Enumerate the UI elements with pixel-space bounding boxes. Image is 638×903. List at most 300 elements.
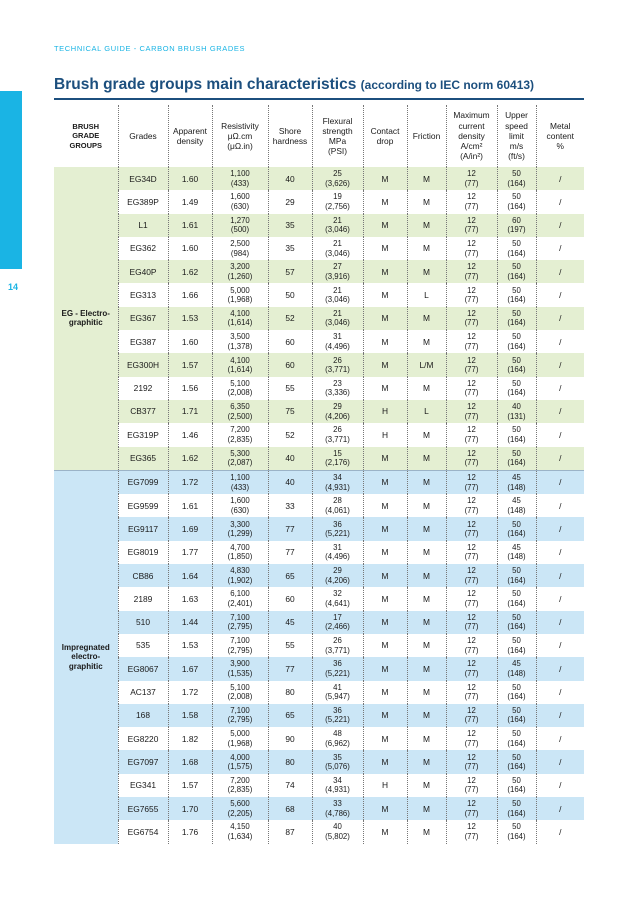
cell-speed: 45 (148) xyxy=(497,657,536,680)
cell-res: 4,100 (1,614) xyxy=(212,353,268,376)
table-row xyxy=(54,634,584,657)
cell-friction: M xyxy=(407,307,446,330)
table-row xyxy=(54,494,584,517)
cell-contact: M xyxy=(363,750,407,773)
cell-density: 1.71 xyxy=(168,400,212,423)
cell-res: 5,000 (1,968) xyxy=(212,727,268,750)
cell-grade: EG8019 xyxy=(118,541,168,564)
table-row xyxy=(54,611,584,634)
col-friction: Friction xyxy=(407,105,446,167)
cell-grade: 535 xyxy=(118,634,168,657)
cell-hard: 65 xyxy=(268,564,312,587)
cell-res: 7,200 (2,835) xyxy=(212,423,268,446)
cell-contact: M xyxy=(363,611,407,634)
table-row xyxy=(54,797,584,820)
cell-density: 1.58 xyxy=(168,704,212,727)
cell-contact: H xyxy=(363,400,407,423)
cell-friction: M xyxy=(407,634,446,657)
cell-speed: 45 (148) xyxy=(497,470,536,494)
cell-contact: M xyxy=(363,517,407,540)
cell-grade: EG7097 xyxy=(118,750,168,773)
cell-friction: M xyxy=(407,260,446,283)
cell-flex: 31 (4,496) xyxy=(312,541,363,564)
cell-cur: 12 (77) xyxy=(446,447,497,471)
cell-friction: M xyxy=(407,541,446,564)
cell-contact: M xyxy=(363,564,407,587)
cell-flex: 33 (4,786) xyxy=(312,797,363,820)
cell-friction: M xyxy=(407,657,446,680)
cell-res: 7,100 (2,795) xyxy=(212,634,268,657)
cell-density: 1.68 xyxy=(168,750,212,773)
cell-grade: EG300H xyxy=(118,353,168,376)
cell-grade: EG367 xyxy=(118,307,168,330)
cell-density: 1.64 xyxy=(168,564,212,587)
cell-res: 1,600 (630) xyxy=(212,494,268,517)
cell-res: 3,900 (1,535) xyxy=(212,657,268,680)
col-current-density: Maximum current density A/cm² (A/in²) xyxy=(446,105,497,167)
title-subtitle: (according to IEC norm 60413) xyxy=(360,78,535,92)
title-main: Brush grade groups main characteristics xyxy=(54,76,357,93)
cell-cur: 12 (77) xyxy=(446,587,497,610)
col-speed-limit: Upper speed limit m/s (ft/s) xyxy=(497,105,536,167)
cell-friction: M xyxy=(407,190,446,213)
cell-friction: M xyxy=(407,820,446,843)
cell-friction: M xyxy=(407,564,446,587)
cell-speed: 50 (164) xyxy=(497,447,536,471)
cell-flex: 31 (4,496) xyxy=(312,330,363,353)
cell-friction: L xyxy=(407,400,446,423)
cell-speed: 50 (164) xyxy=(497,237,536,260)
cell-density: 1.62 xyxy=(168,447,212,471)
cell-density: 1.66 xyxy=(168,283,212,306)
cell-contact: M xyxy=(363,447,407,471)
cell-flex: 19 (2,756) xyxy=(312,190,363,213)
cell-friction: M xyxy=(407,587,446,610)
cell-res: 1,600 (630) xyxy=(212,190,268,213)
cell-hard: 57 xyxy=(268,260,312,283)
cell-density: 1.60 xyxy=(168,237,212,260)
cell-cur: 12 (77) xyxy=(446,167,497,190)
cell-cur: 12 (77) xyxy=(446,634,497,657)
cell-metal: / xyxy=(536,470,584,494)
cell-metal: / xyxy=(536,330,584,353)
cell-hard: 75 xyxy=(268,400,312,423)
table-row xyxy=(54,283,584,306)
cell-grade: EG8067 xyxy=(118,657,168,680)
cell-speed: 50 (164) xyxy=(497,167,536,190)
col-grades: Grades xyxy=(118,105,168,167)
cell-speed: 50 (164) xyxy=(497,750,536,773)
cell-metal: / xyxy=(536,564,584,587)
cell-metal: / xyxy=(536,377,584,400)
cell-cur: 12 (77) xyxy=(446,423,497,446)
cell-cur: 12 (77) xyxy=(446,564,497,587)
cell-hard: 77 xyxy=(268,657,312,680)
cell-cur: 12 (77) xyxy=(446,353,497,376)
cell-contact: M xyxy=(363,330,407,353)
cell-metal: / xyxy=(536,260,584,283)
cell-flex: 21 (3,046) xyxy=(312,214,363,237)
group-label: EG - Electro- graphitic xyxy=(54,167,118,470)
cell-res: 5,100 (2,008) xyxy=(212,377,268,400)
cell-density: 1.44 xyxy=(168,611,212,634)
cell-hard: 80 xyxy=(268,681,312,704)
cell-cur: 12 (77) xyxy=(446,611,497,634)
table-row xyxy=(54,353,584,376)
cell-hard: 55 xyxy=(268,377,312,400)
cell-contact: M xyxy=(363,727,407,750)
cell-density: 1.49 xyxy=(168,190,212,213)
cell-grade: CB86 xyxy=(118,564,168,587)
table-row xyxy=(54,447,584,471)
cell-cur: 12 (77) xyxy=(446,237,497,260)
cell-grade: EG7655 xyxy=(118,797,168,820)
cell-cur: 12 (77) xyxy=(446,214,497,237)
cell-metal: / xyxy=(536,820,584,843)
col-metal-content: Metal content % xyxy=(536,105,584,167)
table-body xyxy=(54,167,584,844)
cell-flex: 35 (5,076) xyxy=(312,750,363,773)
cell-cur: 12 (77) xyxy=(446,727,497,750)
table-row xyxy=(54,260,584,283)
cell-density: 1.77 xyxy=(168,541,212,564)
cell-flex: 28 (4,061) xyxy=(312,494,363,517)
cell-contact: M xyxy=(363,260,407,283)
cell-hard: 68 xyxy=(268,797,312,820)
cell-density: 1.60 xyxy=(168,330,212,353)
cell-res: 6,100 (2,401) xyxy=(212,587,268,610)
page-title xyxy=(54,76,534,94)
cell-cur: 12 (77) xyxy=(446,283,497,306)
cell-friction: M xyxy=(407,470,446,494)
cell-friction: M xyxy=(407,750,446,773)
cell-metal: / xyxy=(536,307,584,330)
cell-flex: 27 (3,916) xyxy=(312,260,363,283)
cell-res: 3,200 (1,260) xyxy=(212,260,268,283)
cell-flex: 21 (3,046) xyxy=(312,307,363,330)
cell-metal: / xyxy=(536,517,584,540)
cell-res: 2,500 (984) xyxy=(212,237,268,260)
group-label: Impregnated electro- graphitic xyxy=(54,470,118,843)
cell-speed: 50 (164) xyxy=(497,377,536,400)
cell-metal: / xyxy=(536,704,584,727)
cell-res: 1,100 (433) xyxy=(212,167,268,190)
cell-density: 1.61 xyxy=(168,214,212,237)
cell-friction: L xyxy=(407,283,446,306)
cell-speed: 45 (148) xyxy=(497,494,536,517)
table-row xyxy=(54,564,584,587)
cell-grade: EG362 xyxy=(118,237,168,260)
table-row xyxy=(54,214,584,237)
cell-speed: 50 (164) xyxy=(497,307,536,330)
cell-hard: 33 xyxy=(268,494,312,517)
cell-metal: / xyxy=(536,750,584,773)
cell-grade: EG34D xyxy=(118,167,168,190)
page-number: 14 xyxy=(8,282,19,292)
cell-metal: / xyxy=(536,797,584,820)
cell-cur: 12 (77) xyxy=(446,260,497,283)
cell-flex: 40 (5,802) xyxy=(312,820,363,843)
cell-metal: / xyxy=(536,400,584,423)
cell-contact: M xyxy=(363,353,407,376)
cell-contact: M xyxy=(363,214,407,237)
running-header: TECHNICAL GUIDE - CARBON BRUSH GRADES xyxy=(54,44,246,53)
cell-res: 3,500 (1,378) xyxy=(212,330,268,353)
cell-density: 1.53 xyxy=(168,307,212,330)
cell-cur: 12 (77) xyxy=(446,541,497,564)
cell-metal: / xyxy=(536,727,584,750)
cell-speed: 40 (131) xyxy=(497,400,536,423)
table-row xyxy=(54,517,584,540)
cell-hard: 90 xyxy=(268,727,312,750)
cell-res: 5,300 (2,087) xyxy=(212,447,268,471)
cell-friction: M xyxy=(407,494,446,517)
cell-density: 1.82 xyxy=(168,727,212,750)
cell-contact: H xyxy=(363,423,407,446)
cell-cur: 12 (77) xyxy=(446,470,497,494)
cell-flex: 34 (4,931) xyxy=(312,470,363,494)
cell-res: 1,100 (433) xyxy=(212,470,268,494)
cell-grade: EG40P xyxy=(118,260,168,283)
cell-res: 4,700 (1,850) xyxy=(212,541,268,564)
cell-res: 7,100 (2,795) xyxy=(212,704,268,727)
table-row xyxy=(54,750,584,773)
cell-grade: L1 xyxy=(118,214,168,237)
cell-metal: / xyxy=(536,353,584,376)
cell-flex: 36 (5,221) xyxy=(312,517,363,540)
cell-density: 1.63 xyxy=(168,587,212,610)
cell-speed: 50 (164) xyxy=(497,330,536,353)
cell-hard: 52 xyxy=(268,423,312,446)
cell-flex: 36 (5,221) xyxy=(312,704,363,727)
cell-grade: EG319P xyxy=(118,423,168,446)
cell-contact: M xyxy=(363,470,407,494)
cell-friction: M xyxy=(407,167,446,190)
cell-friction: M xyxy=(407,214,446,237)
cell-hard: 80 xyxy=(268,750,312,773)
cell-density: 1.70 xyxy=(168,797,212,820)
cell-speed: 50 (164) xyxy=(497,704,536,727)
cell-flex: 26 (3,771) xyxy=(312,423,363,446)
cell-flex: 48 (6,962) xyxy=(312,727,363,750)
col-resistivity: Resistivity μΩ.cm (μΩ.in) xyxy=(212,105,268,167)
table-row xyxy=(54,820,584,843)
col-group: BRUSH GRADE GROUPS xyxy=(69,122,102,150)
title-rule xyxy=(54,98,584,100)
cell-flex: 26 (3,771) xyxy=(312,634,363,657)
cell-grade: 2192 xyxy=(118,377,168,400)
cell-cur: 12 (77) xyxy=(446,400,497,423)
table-row xyxy=(54,307,584,330)
table-row xyxy=(54,167,584,190)
cell-flex: 21 (3,046) xyxy=(312,283,363,306)
cell-flex: 17 (2,466) xyxy=(312,611,363,634)
cell-density: 1.62 xyxy=(168,260,212,283)
cell-friction: M xyxy=(407,797,446,820)
cell-flex: 15 (2,176) xyxy=(312,447,363,471)
cell-contact: M xyxy=(363,657,407,680)
cell-grade: AC137 xyxy=(118,681,168,704)
cell-flex: 29 (4,206) xyxy=(312,564,363,587)
cell-density: 1.53 xyxy=(168,634,212,657)
cell-friction: M xyxy=(407,774,446,797)
cell-flex: 29 (4,206) xyxy=(312,400,363,423)
table-row xyxy=(54,330,584,353)
table-row xyxy=(54,727,584,750)
cell-contact: M xyxy=(363,797,407,820)
cell-cur: 12 (77) xyxy=(446,704,497,727)
cell-speed: 50 (164) xyxy=(497,727,536,750)
cell-speed: 60 (197) xyxy=(497,214,536,237)
cell-hard: 40 xyxy=(268,167,312,190)
cell-hard: 60 xyxy=(268,330,312,353)
cell-density: 1.69 xyxy=(168,517,212,540)
cell-density: 1.72 xyxy=(168,681,212,704)
cell-density: 1.67 xyxy=(168,657,212,680)
cell-hard: 50 xyxy=(268,283,312,306)
cell-hard: 77 xyxy=(268,541,312,564)
cell-grade: 168 xyxy=(118,704,168,727)
cell-friction: M xyxy=(407,727,446,750)
table-row xyxy=(54,423,584,446)
cell-grade: EG341 xyxy=(118,774,168,797)
cell-metal: / xyxy=(536,541,584,564)
cell-grade: 2189 xyxy=(118,587,168,610)
cell-hard: 60 xyxy=(268,353,312,376)
cell-contact: M xyxy=(363,541,407,564)
cell-speed: 50 (164) xyxy=(497,681,536,704)
cell-cur: 12 (77) xyxy=(446,681,497,704)
table-row xyxy=(54,657,584,680)
cell-contact: M xyxy=(363,820,407,843)
cell-metal: / xyxy=(536,657,584,680)
cell-hard: 29 xyxy=(268,190,312,213)
cell-contact: M xyxy=(363,307,407,330)
cell-grade: EG6754 xyxy=(118,820,168,843)
cell-grade: EG9599 xyxy=(118,494,168,517)
cell-contact: H xyxy=(363,774,407,797)
cell-density: 1.60 xyxy=(168,167,212,190)
cell-speed: 50 (164) xyxy=(497,353,536,376)
cell-speed: 50 (164) xyxy=(497,564,536,587)
cell-density: 1.57 xyxy=(168,353,212,376)
cell-metal: / xyxy=(536,190,584,213)
cell-cur: 12 (77) xyxy=(446,517,497,540)
cell-contact: M xyxy=(363,283,407,306)
cell-contact: M xyxy=(363,587,407,610)
cell-cur: 12 (77) xyxy=(446,377,497,400)
cell-friction: M xyxy=(407,377,446,400)
cell-density: 1.46 xyxy=(168,423,212,446)
table-row xyxy=(54,587,584,610)
cell-metal: / xyxy=(536,214,584,237)
cell-cur: 12 (77) xyxy=(446,797,497,820)
col-density: Apparent density xyxy=(168,105,212,167)
cell-res: 5,600 (2,205) xyxy=(212,797,268,820)
cell-flex: 36 (5,221) xyxy=(312,657,363,680)
cell-speed: 45 (148) xyxy=(497,541,536,564)
cell-density: 1.57 xyxy=(168,774,212,797)
cell-density: 1.72 xyxy=(168,470,212,494)
cell-metal: / xyxy=(536,681,584,704)
cell-friction: M xyxy=(407,517,446,540)
cell-metal: / xyxy=(536,774,584,797)
cell-hard: 77 xyxy=(268,517,312,540)
cell-friction: L/M xyxy=(407,353,446,376)
cell-grade: EG313 xyxy=(118,283,168,306)
cell-cur: 12 (77) xyxy=(446,750,497,773)
table-row xyxy=(54,400,584,423)
cell-res: 7,200 (2,835) xyxy=(212,774,268,797)
cell-hard: 35 xyxy=(268,214,312,237)
table-row xyxy=(54,704,584,727)
cell-hard: 52 xyxy=(268,307,312,330)
cell-grade: CB377 xyxy=(118,400,168,423)
cell-res: 3,300 (1,299) xyxy=(212,517,268,540)
characteristics-table xyxy=(54,105,584,844)
cell-density: 1.76 xyxy=(168,820,212,843)
cell-grade: EG9117 xyxy=(118,517,168,540)
cell-speed: 50 (164) xyxy=(497,423,536,446)
cell-metal: / xyxy=(536,423,584,446)
cell-flex: 23 (3,336) xyxy=(312,377,363,400)
cell-res: 4,000 (1,575) xyxy=(212,750,268,773)
side-accent-bar xyxy=(0,91,22,269)
table-row xyxy=(54,774,584,797)
cell-grade: EG7099 xyxy=(118,470,168,494)
cell-speed: 50 (164) xyxy=(497,774,536,797)
col-contact-drop: Contact drop xyxy=(363,105,407,167)
cell-speed: 50 (164) xyxy=(497,517,536,540)
cell-cur: 12 (77) xyxy=(446,657,497,680)
cell-friction: M xyxy=(407,447,446,471)
cell-flex: 41 (5,947) xyxy=(312,681,363,704)
cell-hard: 87 xyxy=(268,820,312,843)
cell-res: 4,100 (1,614) xyxy=(212,307,268,330)
cell-hard: 65 xyxy=(268,704,312,727)
cell-speed: 50 (164) xyxy=(497,260,536,283)
cell-hard: 35 xyxy=(268,237,312,260)
cell-contact: M xyxy=(363,681,407,704)
cell-cur: 12 (77) xyxy=(446,330,497,353)
cell-res: 4,830 (1,902) xyxy=(212,564,268,587)
cell-speed: 50 (164) xyxy=(497,190,536,213)
cell-metal: / xyxy=(536,167,584,190)
cell-contact: M xyxy=(363,190,407,213)
cell-friction: M xyxy=(407,681,446,704)
cell-contact: M xyxy=(363,704,407,727)
cell-contact: M xyxy=(363,377,407,400)
cell-grade: EG389P xyxy=(118,190,168,213)
cell-friction: M xyxy=(407,330,446,353)
cell-res: 5,100 (2,008) xyxy=(212,681,268,704)
table-row xyxy=(54,470,584,494)
cell-contact: M xyxy=(363,634,407,657)
cell-hard: 55 xyxy=(268,634,312,657)
cell-flex: 25 (3,626) xyxy=(312,167,363,190)
cell-res: 1,270 (500) xyxy=(212,214,268,237)
cell-speed: 50 (164) xyxy=(497,820,536,843)
cell-speed: 50 (164) xyxy=(497,634,536,657)
cell-hard: 40 xyxy=(268,447,312,471)
cell-flex: 26 (3,771) xyxy=(312,353,363,376)
cell-res: 5,000 (1,968) xyxy=(212,283,268,306)
cell-density: 1.61 xyxy=(168,494,212,517)
table-row xyxy=(54,377,584,400)
cell-speed: 50 (164) xyxy=(497,797,536,820)
cell-hard: 60 xyxy=(268,587,312,610)
cell-flex: 21 (3,046) xyxy=(312,237,363,260)
